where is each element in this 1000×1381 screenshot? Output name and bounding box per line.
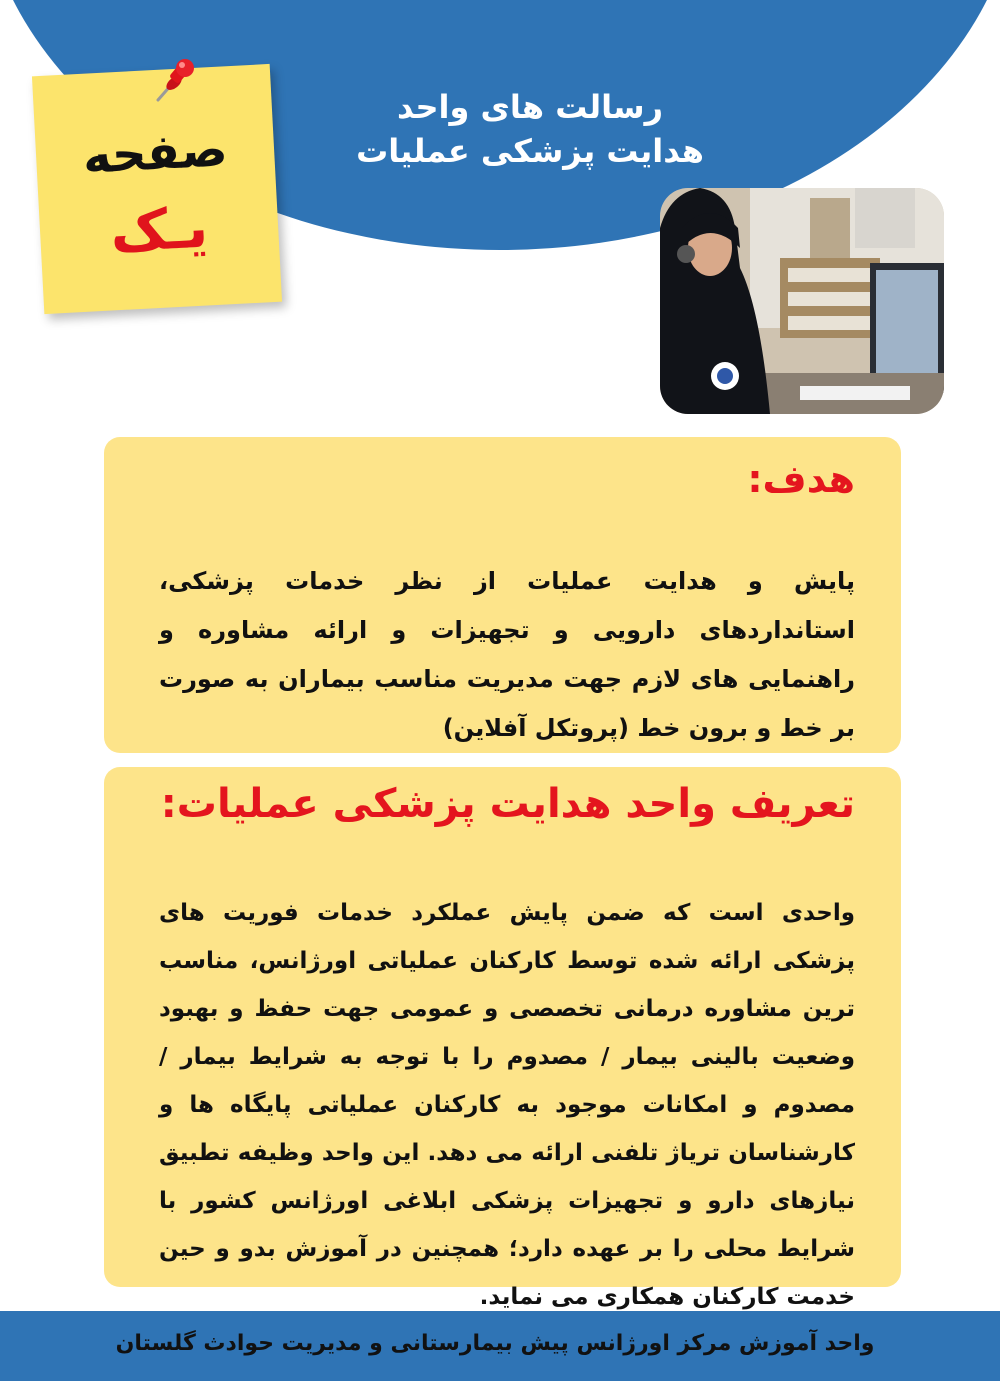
dispatcher-photo [660,188,944,414]
goal-card [104,437,901,753]
sticky-note-word-one: یـک [108,195,210,266]
definition-text: واحدی است که ضمن پایش عملکرد خدمات فوریت های پزشکی ارائه شده توسط کارکنان عملیاتی اورژانس، مناسب ترین مشاوره درمانی تخصصی و عمومی جهت حفظ و بهبود وضعیت بالینی بیمار / مصدوم را با توجه به شرایط بیمار / مصدوم و امکانات موجود به کارکنان عملیاتی پایگاه ها و کارشناسان تریاژ تلفنی ارائه می دهد. این واحد وظیفه تطبیق نیازهای دارو و تجهیزات پزشکی ابلاغی اورژانس کشور با شرایط محلی را بر عهده دارد؛ همچنین در آموزش بدو و حین خدمت کارکنان همکاری می نماید. [159,900,855,1310]
definition-card [104,767,901,1310]
header-title-line1: رسالت های واحد [396,88,663,126]
goal-title: هدف: [747,457,855,501]
footer-bar [0,1311,1000,1381]
sticky-note-word-page: صفحه [81,121,229,185]
definition-title: تعریف واحد هدایت پزشکی عملیات: [160,781,855,827]
footer-text: واحد آموزش مرکز اورژانس پیش بیمارستانی و مدیریت حوادث گلستان [115,1331,875,1356]
header-title-line2: هدایت پزشکی عملیات [356,132,704,170]
push-pin-icon [150,56,200,106]
goal-text: پایش و هدایت عملیات از نظر خدمات پزشکی، استانداردهای دارویی و تجهیزات و ارائه مشاوره و راهنمایی های لازم جهت مدیریت مناسب بیماران به صورت بر خط و برون خط (پروتکل آفلاین) [159,567,855,742]
